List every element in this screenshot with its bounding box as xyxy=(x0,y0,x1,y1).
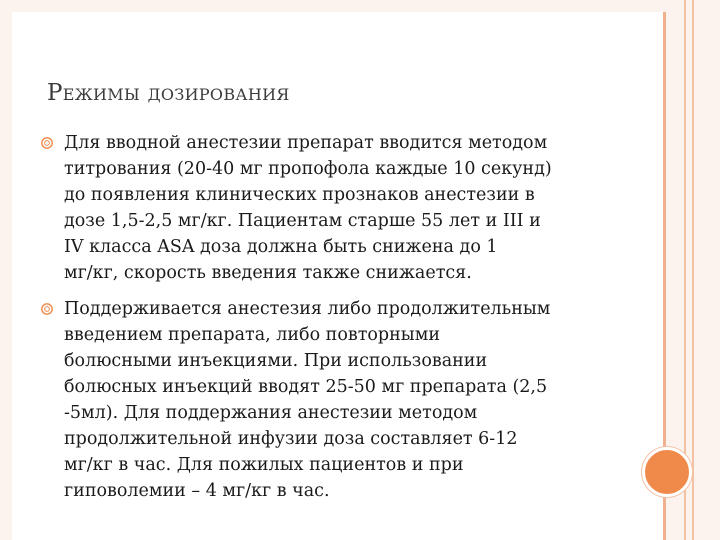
bullet-item xyxy=(40,296,640,504)
circle-outline-bullet-icon xyxy=(40,136,54,150)
slide-title-text: Режимы дозирования xyxy=(47,80,290,106)
slide-title xyxy=(47,80,290,106)
decorative-line xyxy=(692,0,694,540)
bullet-item xyxy=(40,130,640,286)
decorative-circle xyxy=(642,447,692,497)
bullet-list xyxy=(40,130,640,514)
circle-outline-bullet-icon xyxy=(40,302,54,316)
bullet-text: Поддерживается анестезия либо продолжительным введением препарата, либо повторными болюсными инъекциями. При использовании болюсных инъекций вводят 25-50 мг препарата (2,5 -5мл). Для поддержания анестезии методом продолжительной инфузии доза составляет 6-12 мг/кг в час. Для пожилых пациентов и при гиповолемии – 4 мг/кг в час. xyxy=(64,299,551,501)
bullet-text: Для вводной анестезии препарат вводится методом титрования (20-40 мг пропофола каждые 10 секунд) до появления клинических прознаков анестезии в дозе 1,5-2,5 мг/кг. Пациентам старше 55 лет и III и IV класса ASA доза должна быть снижена до 1 мг/кг, скорость введения также снижается. xyxy=(64,133,552,283)
